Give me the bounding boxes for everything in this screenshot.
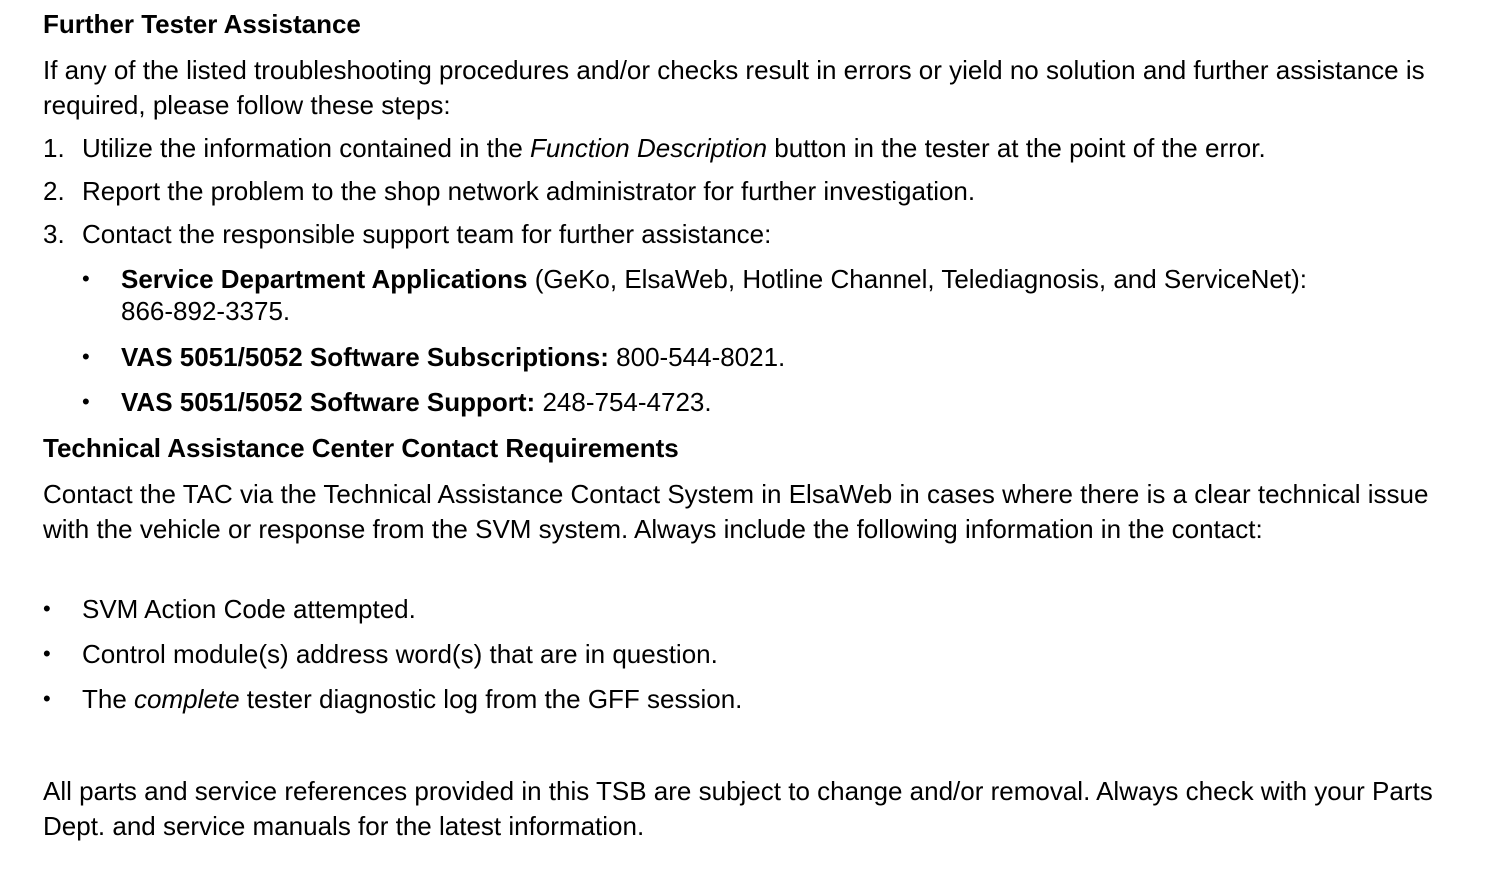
- intro-tac-contact: Contact the TAC via the Technical Assistance Contact System in ElsaWeb in cases where there is a clear technical issue with the vehicle or response from the SVM system. Always include the following information in the contact:: [43, 479, 1429, 544]
- bullet-icon: •: [82, 344, 90, 369]
- requirement-text-emphasis: complete: [134, 684, 240, 714]
- step-1-number: 1.: [43, 133, 65, 163]
- contact-label: VAS 5051/5052 Software Subscriptions:: [121, 342, 609, 372]
- bullet-icon: •: [43, 596, 51, 621]
- contact-software-subscriptions-text: [121, 341, 1421, 373]
- step-2-text: Report the problem to the shop network administrator for further investigation.: [82, 176, 976, 206]
- step-1-text-pre: Utilize the information contained in the: [82, 133, 531, 163]
- contact-phone: 800-544-8021.: [608, 342, 786, 372]
- contact-label: Service Department Applications: [121, 264, 528, 294]
- step-3-number: 3.: [43, 219, 65, 249]
- bullet-icon: •: [82, 389, 90, 414]
- bullet-icon: •: [43, 641, 51, 666]
- contact-service-department-text: [121, 263, 1421, 327]
- requirement-diagnostic-log-text: [82, 683, 1382, 715]
- footer-disclaimer: All parts and service references provided in this TSB are subject to change and/or removal. Always check with your Parts Dept. and service manuals for the latest information.: [43, 776, 1433, 841]
- requirement-text-pre: The: [82, 684, 135, 714]
- step-1-text: [82, 131, 1266, 165]
- step-3-text: Contact the responsible support team for further assistance:: [82, 219, 772, 249]
- contact-phone: 248-754-4723.: [535, 387, 712, 417]
- heading-further-tester-assistance: Further Tester Assistance: [43, 9, 361, 39]
- requirement-address-words-text: Control module(s) address word(s) that are in question.: [82, 639, 718, 669]
- bullet-icon: •: [82, 266, 90, 291]
- step-2-number: 2.: [43, 176, 65, 206]
- step-1-text-post: button in the tester at the point of the error.: [767, 133, 1266, 163]
- contact-phone: 866-892-3375.: [121, 296, 291, 326]
- contact-software-support-text: [121, 386, 1421, 418]
- requirement-action-code-text: SVM Action Code attempted.: [82, 594, 416, 624]
- heading-tac-contact-requirements: Technical Assistance Center Contact Requirements: [43, 433, 679, 463]
- contact-detail: (GeKo, ElsaWeb, Hotline Channel, Telediagnosis, and ServiceNet):: [527, 264, 1307, 294]
- step-1-text-emphasis: Function Description: [530, 133, 768, 163]
- contact-label: VAS 5051/5052 Software Support:: [121, 387, 536, 417]
- bullet-icon: •: [43, 686, 51, 711]
- requirement-text-post: tester diagnostic log from the GFF session.: [239, 684, 743, 714]
- intro-further-assistance: If any of the listed troubleshooting procedures and/or checks result in errors or yield no solution and further assistance is required, please follow these steps:: [43, 55, 1425, 120]
